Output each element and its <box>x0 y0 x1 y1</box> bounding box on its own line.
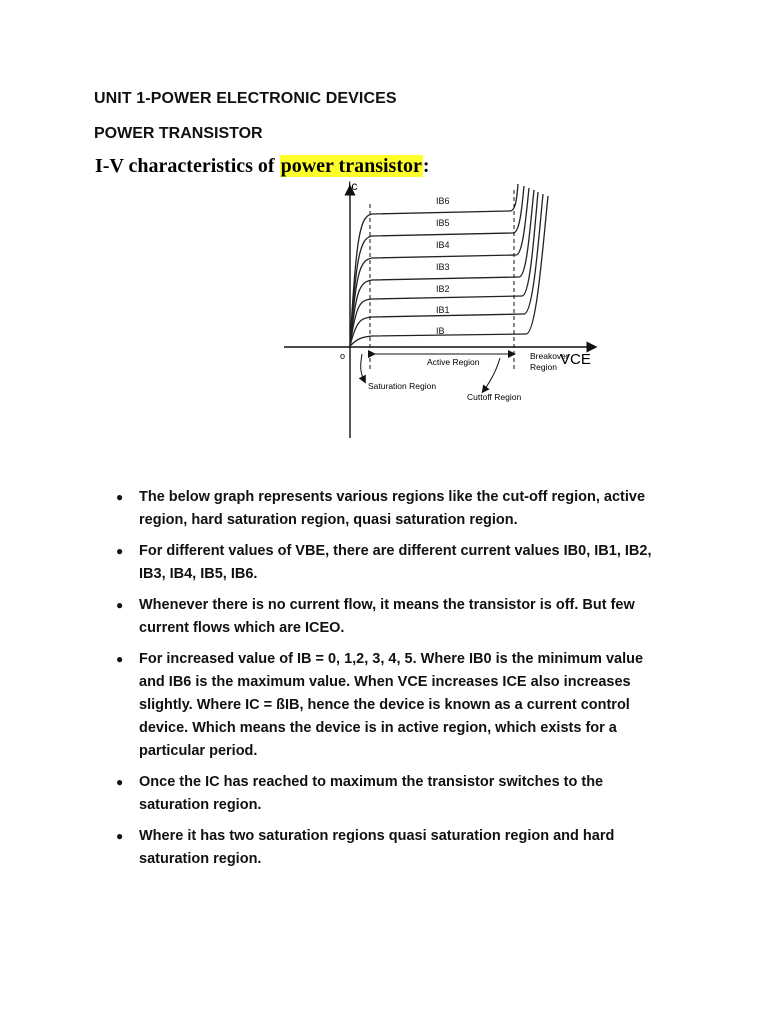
curve-label-ib5: IB5 <box>436 218 450 228</box>
bullet-icon: ● <box>116 544 124 558</box>
origin-label: o <box>340 351 346 361</box>
curve-ib6 <box>350 184 518 346</box>
figure-title-highlight: power transistor <box>280 155 422 177</box>
bullet-icon: ● <box>116 598 124 612</box>
curve-label-ib6: IB6 <box>436 196 450 206</box>
bullet-icon: ● <box>116 775 124 789</box>
x-axis-label: VCE <box>560 351 591 368</box>
iv-characteristics-graph <box>270 176 600 446</box>
bullet-list <box>110 486 670 879</box>
list-item: ● Whenever there is no current flow, it means the transistor is off. But few current flows which are ICEO. <box>110 594 670 640</box>
saturation-region-label: Saturation Region <box>368 381 437 391</box>
list-item: ● For different values of VBE, there are different current values IB0, IB1, IB2, IB3, IB4, IB5, IB6. <box>110 540 670 586</box>
section-title: POWER TRANSISTOR <box>94 125 263 142</box>
y-axis-label: Ic <box>348 179 358 193</box>
curve-label-ib2: IB2 <box>436 284 450 294</box>
list-item: ● The below graph represents various regions like the cut-off region, active region, hard saturation region, quasi saturation region. <box>110 486 670 532</box>
curve-label-ib4: IB4 <box>436 240 450 250</box>
list-item: ● Once the IC has reached to maximum the transistor switches to the saturation region. <box>110 771 670 817</box>
unit-title: UNIT 1-POWER ELECTRONIC DEVICES <box>94 90 397 107</box>
list-item: ● Where it has two saturation regions quasi saturation region and hard saturation region. <box>110 825 670 871</box>
bullet-icon: ● <box>116 829 124 843</box>
curve-label-ib3: IB3 <box>436 262 450 272</box>
saturation-arrow <box>361 354 364 380</box>
bullet-icon: ● <box>116 652 124 666</box>
cutoff-region-label: Cuttoff Region <box>467 392 522 402</box>
cutoff-arrow <box>484 358 500 390</box>
figure-title <box>95 155 430 178</box>
breakover-label-2: Region <box>530 362 557 372</box>
curve-label-ib: IB <box>436 326 445 336</box>
figure-title-suffix: : <box>422 155 430 177</box>
active-region-label: Active Region <box>427 357 480 367</box>
breakover-label-1: Breakover <box>530 351 569 361</box>
list-item: ● For increased value of IB = 0, 1,2, 3, 4, 5. Where IB0 is the minimum value and IB6 is the maximum value. When VCE increases ICE also increases slightly. Where IC = ßIB, hence the device is known as a current control device. Which means the device is in active region, which exists for a particular period. <box>110 648 670 763</box>
curve-label-ib1: IB1 <box>436 305 450 315</box>
figure-title-prefix: I-V characteristics of <box>95 155 280 177</box>
bullet-icon: ● <box>116 490 124 504</box>
